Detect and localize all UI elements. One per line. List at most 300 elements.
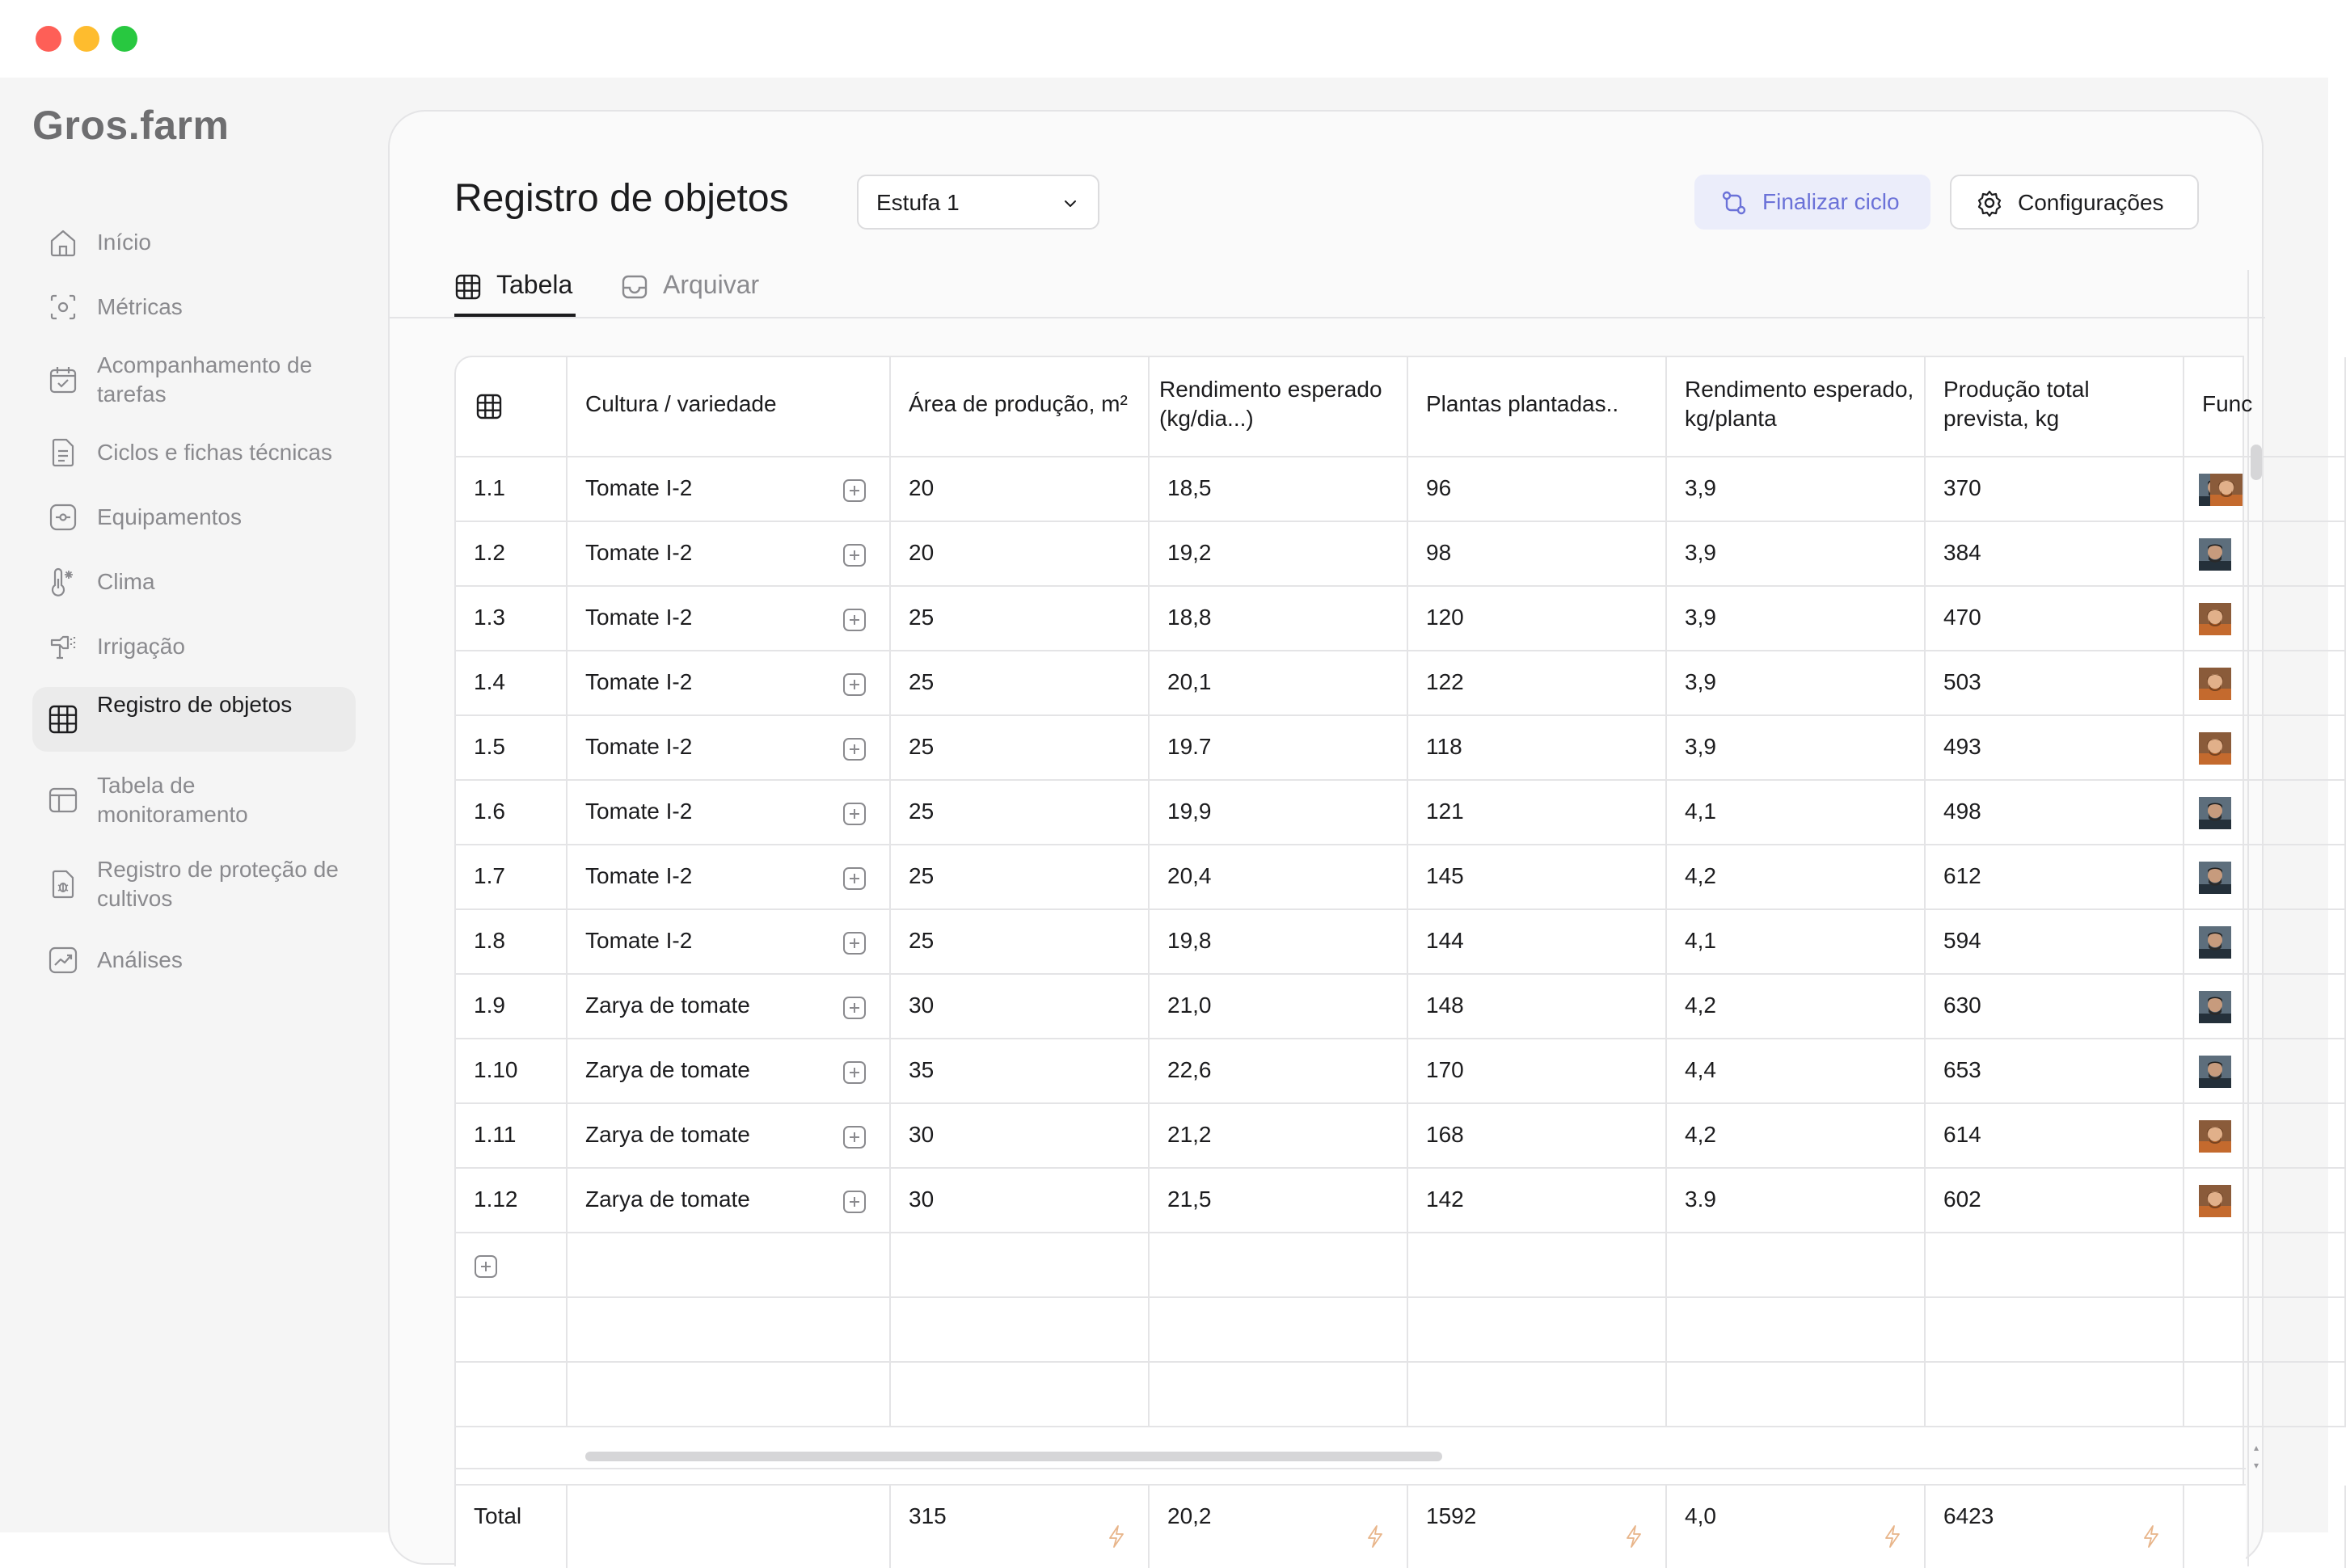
cell-text: 3,9 <box>1685 734 1716 759</box>
cell-text: 20 <box>909 475 935 500</box>
column-header[interactable] <box>1408 357 1667 456</box>
cell-crop[interactable] <box>568 845 891 908</box>
cell-text: 384 <box>1943 540 1981 565</box>
avatar[interactable] <box>2199 862 2231 894</box>
cell-id[interactable] <box>456 522 568 585</box>
avatar[interactable] <box>2199 1056 2231 1088</box>
empty-cell <box>1926 1233 2184 1296</box>
empty-cell <box>1667 1363 1926 1426</box>
cell-yield_plant[interactable] <box>1667 910 1926 973</box>
cell-plants[interactable] <box>1408 716 1667 779</box>
cell-area[interactable] <box>891 651 1150 714</box>
cell-area[interactable] <box>891 975 1150 1038</box>
cell-text: 4,2 <box>1685 993 1716 1018</box>
scroll-track-divider <box>456 1468 2246 1469</box>
tab-archive-label: Arquivar <box>663 270 760 299</box>
cell-assignees[interactable] <box>2184 975 2346 1038</box>
cell-plants[interactable] <box>1408 910 1667 973</box>
column-header[interactable] <box>1926 357 2184 456</box>
cell-text: 30 <box>909 993 935 1018</box>
vertical-scrollbar[interactable] <box>2251 445 2262 480</box>
cell-yield_plant[interactable] <box>1667 457 1926 521</box>
cell-text: Zarya de tomate <box>585 1187 750 1212</box>
empty-row <box>456 1298 2346 1363</box>
cell-yield_day[interactable] <box>1150 457 1408 521</box>
cell-area[interactable] <box>891 1169 1150 1232</box>
cell-id[interactable] <box>456 1169 568 1232</box>
cell-area[interactable] <box>891 587 1150 650</box>
total-area <box>891 1486 1150 1568</box>
cell-total[interactable] <box>1926 975 2184 1038</box>
lightning-icon <box>1623 1524 1644 1549</box>
cell-id[interactable] <box>456 975 568 1038</box>
column-header[interactable] <box>891 357 1150 456</box>
cell-assignees[interactable] <box>2184 910 2346 973</box>
cell-text: 653 <box>1943 1057 1981 1082</box>
cell-plants[interactable] <box>1408 1169 1667 1232</box>
table-row[interactable] <box>456 651 2346 716</box>
irrigation-icon <box>47 630 79 663</box>
cell-text: 18,8 <box>1167 605 1212 630</box>
cell-plants[interactable] <box>1408 587 1667 650</box>
cell-total[interactable] <box>1926 845 2184 908</box>
total-value: 20,2 <box>1167 1503 1212 1528</box>
cell-text: Rendimento esperado, kg/planta <box>1685 377 1914 431</box>
cell-text: 498 <box>1943 799 1981 824</box>
empty-cell <box>2184 1233 2346 1296</box>
cell-yield_plant[interactable] <box>1667 781 1926 844</box>
greenhouse-select[interactable] <box>857 175 1099 230</box>
cell-plants[interactable] <box>1408 457 1667 521</box>
empty-cell <box>2184 1363 2346 1426</box>
sidebar-item-label: Métricas <box>97 294 183 319</box>
sidebar-item-label: Acompanhamento de tarefas <box>97 352 313 407</box>
column-header[interactable] <box>456 357 568 456</box>
total-label <box>456 1486 568 1568</box>
cell-text: 4,4 <box>1685 1057 1716 1082</box>
cell-text: 168 <box>1426 1122 1464 1147</box>
cell-plants[interactable] <box>1408 1039 1667 1102</box>
cell-assignees[interactable] <box>2184 1169 2346 1232</box>
cell-area[interactable] <box>891 1104 1150 1167</box>
cell-assignees[interactable] <box>2184 587 2346 650</box>
cell-text: Tomate I-2 <box>585 799 693 824</box>
cell-id[interactable] <box>456 457 568 521</box>
cell-assignees[interactable] <box>2184 1039 2346 1102</box>
avatar[interactable] <box>2199 732 2231 765</box>
cell-total[interactable] <box>1926 910 2184 973</box>
cell-text: 30 <box>909 1187 935 1212</box>
cell-id[interactable] <box>456 587 568 650</box>
objects-table <box>454 356 2253 1566</box>
cell-area[interactable] <box>891 457 1150 521</box>
table-header-row <box>456 357 2346 457</box>
cell-yield_plant[interactable] <box>1667 1039 1926 1102</box>
cell-crop[interactable] <box>568 975 891 1038</box>
grid-icon <box>47 703 79 736</box>
avatar[interactable] <box>2210 474 2243 506</box>
cell-plants[interactable] <box>1408 781 1667 844</box>
cell-total[interactable] <box>1926 1039 2184 1102</box>
document-icon <box>47 436 79 469</box>
brand-logo[interactable]: Gros.farm <box>32 103 230 148</box>
cell-id[interactable] <box>456 716 568 779</box>
table-row[interactable] <box>456 845 2346 910</box>
column-header[interactable] <box>2184 357 2346 456</box>
avatar[interactable] <box>2199 926 2231 959</box>
settings-label: Configurações <box>2018 190 2164 215</box>
empty-cell <box>568 1363 891 1426</box>
cell-text: 25 <box>909 863 935 888</box>
cell-total[interactable] <box>1926 522 2184 585</box>
avatar[interactable] <box>2199 1185 2231 1217</box>
cell-text: Tomate I-2 <box>585 863 693 888</box>
cell-assignees[interactable] <box>2184 845 2346 908</box>
avatar[interactable] <box>2199 538 2231 571</box>
table-row[interactable] <box>456 781 2346 845</box>
cell-text: 122 <box>1426 669 1464 694</box>
add-plus-icon[interactable] <box>842 543 867 567</box>
add-plus-icon[interactable] <box>842 608 867 632</box>
tab-table-label: Tabela <box>496 270 573 299</box>
cycle-route-icon <box>1720 189 1748 217</box>
add-plus-icon[interactable] <box>842 672 867 697</box>
add-plus-icon[interactable] <box>842 931 867 955</box>
total-plants <box>1408 1486 1667 1568</box>
cell-text: 25 <box>909 928 935 953</box>
cell-plants[interactable] <box>1408 845 1667 908</box>
add-row <box>456 1233 2346 1298</box>
cell-yield_day[interactable] <box>1150 781 1408 844</box>
table-row[interactable] <box>456 975 2346 1039</box>
cell-text: 1.11 <box>474 1122 517 1147</box>
cell-yield_plant[interactable] <box>1667 1104 1926 1167</box>
empty-cell <box>1408 1298 1667 1361</box>
cell-text: 1.10 <box>474 1057 518 1082</box>
lightning-icon <box>1882 1524 1903 1549</box>
add-plus-icon[interactable] <box>842 478 867 503</box>
cell-text: 3,9 <box>1685 605 1716 630</box>
cell-id[interactable] <box>456 910 568 973</box>
sidebar-item-5[interactable] <box>32 493 356 542</box>
cell-text: Zarya de tomate <box>585 1057 750 1082</box>
column-header[interactable] <box>568 357 891 456</box>
sidebar-item-2[interactable] <box>32 283 356 331</box>
cell-text: Func <box>2202 391 2253 416</box>
cell-text: 118 <box>1426 734 1462 759</box>
cell-yield_day[interactable] <box>1150 1169 1408 1232</box>
empty-cell <box>891 1233 1150 1296</box>
total-value: 6423 <box>1943 1503 1994 1528</box>
cell-id[interactable] <box>456 1039 568 1102</box>
sidebar-item-11[interactable] <box>32 936 356 984</box>
total-value: 1592 <box>1426 1503 1477 1528</box>
empty-cell <box>2184 1298 2346 1361</box>
cell-text: Tomate I-2 <box>585 475 693 500</box>
cell-crop[interactable] <box>568 587 891 650</box>
main-panel <box>388 110 2264 1565</box>
cell-text: Área de produção, m² <box>909 391 1128 416</box>
sidebar-item-label: Registro de objetos <box>97 692 293 717</box>
cell-crop[interactable] <box>568 1169 891 1232</box>
cell-text: 630 <box>1943 993 1981 1018</box>
cell-crop[interactable] <box>568 781 891 844</box>
tab-table[interactable] <box>454 268 576 315</box>
cell-assignees[interactable] <box>2184 716 2346 779</box>
total-value: 4,0 <box>1685 1503 1716 1528</box>
cell-total[interactable] <box>1926 781 2184 844</box>
cell-crop[interactable] <box>568 1039 891 1102</box>
empty-cell <box>456 1363 568 1426</box>
sidebar-item-4[interactable] <box>32 428 356 477</box>
table-row[interactable] <box>456 457 2346 522</box>
add-plus-icon[interactable] <box>842 737 867 761</box>
cell-area[interactable] <box>891 781 1150 844</box>
table-row[interactable] <box>456 1039 2346 1104</box>
minimize-window-button[interactable] <box>74 26 99 52</box>
cell-yield_plant[interactable] <box>1667 716 1926 779</box>
table-row[interactable] <box>456 716 2346 781</box>
cell-total[interactable] <box>1926 1169 2184 1232</box>
sidebar-item-label: Registro de proteção de cultivos <box>97 857 339 911</box>
sidebar-item-label: Tabela de monitoramento <box>97 773 248 827</box>
cell-text: Tomate I-2 <box>585 734 693 759</box>
empty-cell <box>1408 1233 1667 1296</box>
finish-cycle-button[interactable] <box>1694 175 1930 230</box>
empty-cell <box>568 1233 891 1296</box>
cell-text: 4,2 <box>1685 1122 1716 1147</box>
empty-cell <box>1408 1363 1667 1426</box>
cell-text: 98 <box>1426 540 1452 565</box>
empty-cell <box>1667 1298 1926 1361</box>
table-row[interactable] <box>456 1169 2346 1233</box>
cell-text: 503 <box>1943 669 1981 694</box>
app-root <box>0 78 2328 1532</box>
chevron-down-icon <box>1061 194 1080 213</box>
cell-text: 1.6 <box>474 799 505 824</box>
cell-text: 25 <box>909 799 935 824</box>
avatar[interactable] <box>2199 797 2231 829</box>
cell-text: 1.9 <box>474 993 505 1018</box>
cell-text: Plantas plantadas.. <box>1426 391 1619 416</box>
cell-text: Tomate I-2 <box>585 605 693 630</box>
empty-cell <box>456 1298 568 1361</box>
total-yield_day <box>1150 1486 1408 1568</box>
cell-plants[interactable] <box>1408 1104 1667 1167</box>
cell-text: 22,6 <box>1167 1057 1212 1082</box>
sidebar-item-7[interactable] <box>32 622 356 671</box>
add-plus-icon[interactable] <box>842 1125 867 1149</box>
add-row-plus-icon[interactable] <box>474 1254 498 1279</box>
cell-text: 148 <box>1426 993 1464 1018</box>
column-header[interactable] <box>1667 357 1926 456</box>
total-value: Total <box>474 1503 522 1528</box>
finish-cycle-label: Finalizar ciclo <box>1762 189 1900 214</box>
table-row[interactable] <box>456 910 2346 975</box>
table-row[interactable] <box>456 587 2346 651</box>
empty-cell <box>456 1233 568 1296</box>
avatar[interactable] <box>2199 1120 2231 1153</box>
cell-text: 21,2 <box>1167 1122 1212 1147</box>
cell-yield_day[interactable] <box>1150 716 1408 779</box>
maximize-window-button[interactable] <box>112 26 137 52</box>
cell-total[interactable] <box>1926 1104 2184 1167</box>
table-icon <box>47 784 79 816</box>
cell-id[interactable] <box>456 845 568 908</box>
cell-yield_day[interactable] <box>1150 651 1408 714</box>
cell-yield_day[interactable] <box>1150 1039 1408 1102</box>
chart-trend-icon <box>47 944 79 976</box>
cell-id[interactable] <box>456 1104 568 1167</box>
cell-crop[interactable] <box>568 1104 891 1167</box>
empty-cell <box>1926 1363 2184 1426</box>
sidebar-item-9[interactable] <box>32 768 356 832</box>
add-plus-icon[interactable] <box>842 866 867 891</box>
cell-assignees[interactable] <box>2184 522 2346 585</box>
cell-total[interactable] <box>1926 587 2184 650</box>
cell-crop[interactable] <box>568 522 891 585</box>
table-row[interactable] <box>456 522 2346 587</box>
empty-cell <box>1667 1233 1926 1296</box>
sidebar-item-8[interactable] <box>32 687 356 752</box>
metrics-icon <box>47 291 79 323</box>
sidebar-item-label: Equipamentos <box>97 504 243 529</box>
horizontal-scrollbar[interactable] <box>585 1452 1442 1461</box>
cell-total[interactable] <box>1926 651 2184 714</box>
cell-text: 121 <box>1426 799 1464 824</box>
cell-text: 4,1 <box>1685 799 1716 824</box>
total-empty <box>2184 1486 2346 1568</box>
cell-assignees[interactable] <box>2184 457 2346 521</box>
cell-text: 25 <box>909 669 935 694</box>
total-yield_plant <box>1667 1486 1926 1568</box>
cell-area[interactable] <box>891 1039 1150 1102</box>
cell-text: 25 <box>909 605 935 630</box>
add-plus-icon[interactable] <box>842 802 867 826</box>
cell-text: 21,0 <box>1167 993 1212 1018</box>
column-header[interactable] <box>1150 357 1408 456</box>
cell-text: 594 <box>1943 928 1981 953</box>
cell-text: 170 <box>1426 1057 1464 1082</box>
sidebar-item-1[interactable] <box>32 218 356 267</box>
cell-text: 1.12 <box>474 1187 518 1212</box>
cell-crop[interactable] <box>568 910 891 973</box>
total-empty <box>568 1486 891 1568</box>
cell-assignees[interactable] <box>2184 1104 2346 1167</box>
cell-yield_plant[interactable] <box>1667 975 1926 1038</box>
cell-text: Tomate I-2 <box>585 669 693 694</box>
avatar[interactable] <box>2199 668 2231 700</box>
cell-yield_day[interactable] <box>1150 910 1408 973</box>
cell-yield_day[interactable] <box>1150 587 1408 650</box>
cell-text: 614 <box>1943 1122 1981 1147</box>
cell-assignees[interactable] <box>2184 651 2346 714</box>
scroll-up-arrow-icon[interactable]: ▴ <box>2253 1442 2260 1453</box>
cell-text: Tomate I-2 <box>585 540 693 565</box>
cell-text: 142 <box>1426 1187 1464 1212</box>
cell-plants[interactable] <box>1408 975 1667 1038</box>
cell-text: 3,9 <box>1685 475 1716 500</box>
cell-text: 144 <box>1426 928 1464 953</box>
cell-area[interactable] <box>891 910 1150 973</box>
scroll-down-arrow-icon[interactable]: ▾ <box>2253 1460 2260 1471</box>
cell-yield_day[interactable] <box>1150 522 1408 585</box>
cell-total[interactable] <box>1926 716 2184 779</box>
cell-yield_plant[interactable] <box>1667 587 1926 650</box>
add-plus-icon[interactable] <box>842 996 867 1020</box>
empty-cell <box>1150 1363 1408 1426</box>
cell-area[interactable] <box>891 522 1150 585</box>
avatar[interactable] <box>2199 603 2231 635</box>
cell-crop[interactable] <box>568 716 891 779</box>
cell-text: 1.4 <box>474 669 505 694</box>
cell-plants[interactable] <box>1408 522 1667 585</box>
cell-text: Tomate I-2 <box>585 928 693 953</box>
home-icon <box>47 226 79 259</box>
sidebar-item-label: Clima <box>97 569 155 594</box>
sidebar-item-label: Análises <box>97 947 183 972</box>
cell-text: 3,9 <box>1685 669 1716 694</box>
cell-yield_day[interactable] <box>1150 1104 1408 1167</box>
cell-yield_plant[interactable] <box>1667 651 1926 714</box>
sidebar-item-label: Início <box>97 230 151 255</box>
cell-text: Zarya de tomate <box>585 1122 750 1147</box>
cell-area[interactable] <box>891 716 1150 779</box>
cell-text: 1.1 <box>474 475 505 500</box>
cell-crop[interactable] <box>568 457 891 521</box>
cell-yield_day[interactable] <box>1150 975 1408 1038</box>
cell-text: 30 <box>909 1122 935 1147</box>
cell-id[interactable] <box>456 651 568 714</box>
cell-text: 1.8 <box>474 928 505 953</box>
sidebar-item-6[interactable] <box>32 558 356 606</box>
cell-text: 145 <box>1426 863 1464 888</box>
grid-icon <box>475 393 503 420</box>
lightning-icon <box>2141 1524 2162 1549</box>
cell-id[interactable] <box>456 781 568 844</box>
avatar[interactable] <box>2199 991 2231 1023</box>
cell-total[interactable] <box>1926 457 2184 521</box>
table-row[interactable] <box>456 1104 2346 1169</box>
add-plus-icon[interactable] <box>842 1060 867 1085</box>
cell-assignees[interactable] <box>2184 781 2346 844</box>
cell-text: 19,2 <box>1167 540 1212 565</box>
cell-text: Produção total prevista, kg <box>1943 377 2090 431</box>
cell-yield_day[interactable] <box>1150 845 1408 908</box>
cell-text: 20,4 <box>1167 863 1212 888</box>
cell-yield_plant[interactable] <box>1667 845 1926 908</box>
cell-yield_plant[interactable] <box>1667 1169 1926 1232</box>
sidebar-item-10[interactable] <box>32 852 356 917</box>
cell-text: 602 <box>1943 1187 1981 1212</box>
add-plus-icon[interactable] <box>842 1190 867 1214</box>
cell-text: 19.7 <box>1167 734 1212 759</box>
settings-button[interactable] <box>1950 175 2199 230</box>
cell-yield_plant[interactable] <box>1667 522 1926 585</box>
cell-crop[interactable] <box>568 651 891 714</box>
gear-icon <box>1976 189 2003 217</box>
cell-plants[interactable] <box>1408 651 1667 714</box>
empty-cell <box>1150 1233 1408 1296</box>
cell-text: 493 <box>1943 734 1981 759</box>
sidebar-item-label: Ciclos e fichas técnicas <box>97 440 333 465</box>
sidebar-item-3[interactable] <box>32 348 356 412</box>
tab-archive[interactable] <box>621 268 783 315</box>
close-window-button[interactable] <box>36 26 61 52</box>
cell-area[interactable] <box>891 845 1150 908</box>
empty-cell <box>891 1298 1150 1361</box>
empty-cell <box>1926 1298 2184 1361</box>
